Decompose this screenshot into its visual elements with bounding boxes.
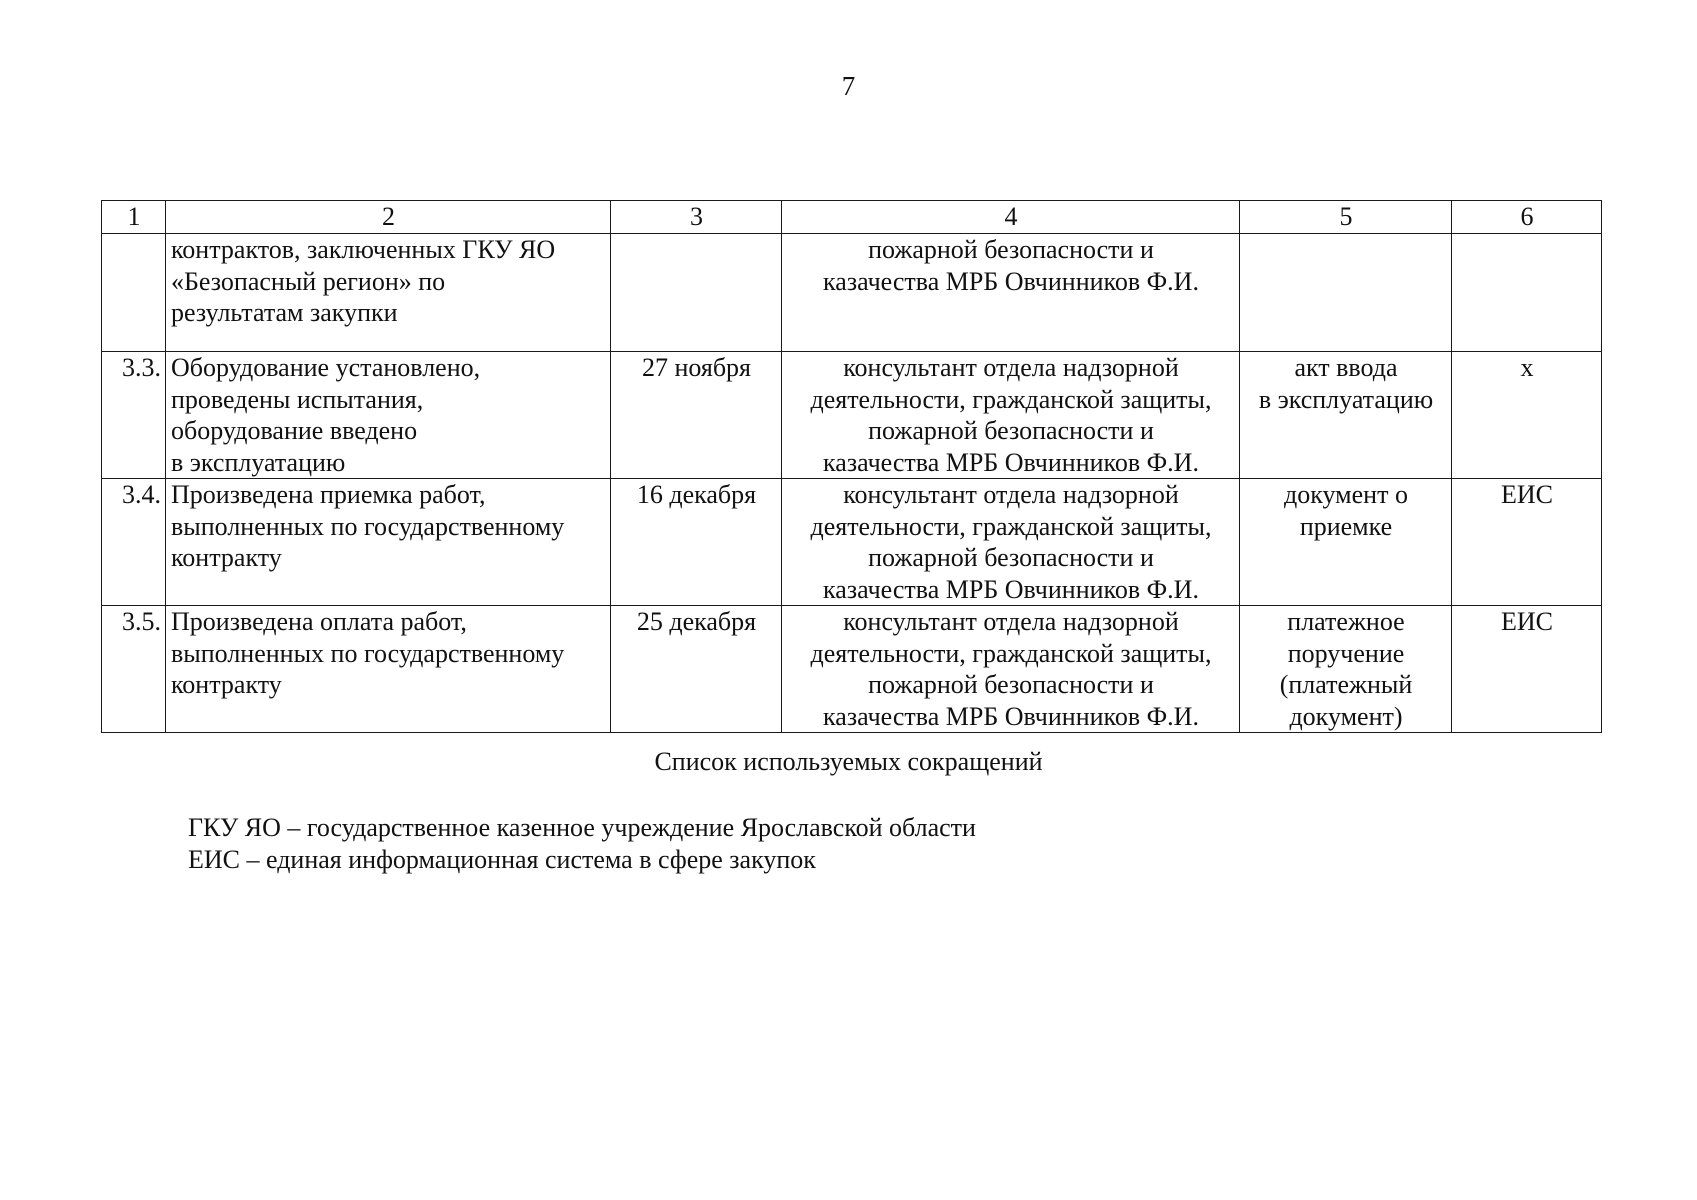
responsible-line: казачества МРБ Овчинников Ф.И. <box>823 266 1199 296</box>
document-cell <box>1240 479 1452 606</box>
document-cell <box>1240 234 1452 352</box>
abbreviations-title: Список используемых сокращений <box>654 747 1043 776</box>
responsible-line: консультант отдела надзорной <box>843 607 1179 636</box>
column-header-6: 6 <box>1452 201 1602 234</box>
date-cell: 27 ноября <box>611 352 782 479</box>
document-line: в эксплуатацию <box>1258 384 1434 414</box>
row-number-cell: 3.3. <box>102 352 166 479</box>
column-header-4: 4 <box>782 201 1240 234</box>
event-line: выполненных по государственному <box>171 511 565 541</box>
responsible-cell <box>782 352 1240 479</box>
row-number-cell <box>102 234 166 352</box>
responsible-line: консультант отдела надзорной <box>843 353 1179 382</box>
event-line: «Безопасный регион» по <box>171 266 446 296</box>
event-line: контрактов, заключенных ГКУ ЯО <box>171 235 556 264</box>
plan-table <box>101 200 1602 733</box>
responsible-line: казачества МРБ Овчинников Ф.И. <box>823 447 1199 477</box>
document-line: документ о <box>1284 480 1408 509</box>
table-header-row <box>102 201 1602 234</box>
table-row <box>102 352 1602 479</box>
responsible-line: пожарной безопасности и <box>868 543 1154 572</box>
responsible-cell <box>782 234 1240 352</box>
document-line: документ) <box>1289 701 1403 731</box>
column-header-1: 1 <box>102 201 166 234</box>
event-line: контракту <box>171 670 282 699</box>
abbreviation-item: ЕИС – единая информационная система в сфере закупок <box>188 845 816 874</box>
info-source-cell <box>1452 234 1602 352</box>
abbreviations-list <box>188 812 976 876</box>
column-header-3: 3 <box>611 201 782 234</box>
column-header-2: 2 <box>166 201 611 234</box>
event-line: оборудование введено <box>171 416 418 445</box>
responsible-line: пожарной безопасности и <box>868 235 1154 264</box>
responsible-cell <box>782 606 1240 733</box>
column-header-5: 5 <box>1240 201 1452 234</box>
date-cell <box>611 234 782 352</box>
event-line: контракту <box>171 543 282 572</box>
info-source-cell: ЕИС <box>1452 606 1602 733</box>
responsible-line: деятельности, гражданской защиты, <box>810 384 1212 414</box>
document-cell <box>1240 352 1452 479</box>
abbreviation-item: ГКУ ЯО – государственное казенное учреждение Ярославской области <box>188 813 976 842</box>
document-line: приемке <box>1299 511 1393 541</box>
row-number-cell: 3.4. <box>102 479 166 606</box>
responsible-line: казачества МРБ Овчинников Ф.И. <box>823 701 1199 731</box>
responsible-line: деятельности, гражданской защиты, <box>810 638 1212 668</box>
event-line: Произведена оплата работ, <box>171 607 467 636</box>
table-row <box>102 479 1602 606</box>
event-line: результатам закупки <box>171 298 398 327</box>
plan-table-body <box>102 201 1602 733</box>
document-line: (платежный <box>1279 670 1413 699</box>
event-line: Произведена приемка работ, <box>171 480 486 509</box>
info-source-cell: х <box>1452 352 1602 479</box>
event-line: выполненных по государственному <box>171 638 565 668</box>
responsible-cell <box>782 479 1240 606</box>
document-cell <box>1240 606 1452 733</box>
info-source-cell: ЕИС <box>1452 479 1602 606</box>
table-row <box>102 234 1602 352</box>
event-line: в эксплуатацию <box>171 447 346 477</box>
responsible-line: пожарной безопасности и <box>868 416 1154 445</box>
responsible-line: консультант отдела надзорной <box>843 480 1179 509</box>
document-line: платежное <box>1287 607 1405 636</box>
document-line: поручение <box>1287 638 1405 668</box>
event-cell <box>166 234 611 352</box>
date-cell: 25 декабря <box>611 606 782 733</box>
event-line: Оборудование установлено, <box>171 353 481 382</box>
event-cell <box>166 352 611 479</box>
table-row <box>102 606 1602 733</box>
document-line: акт ввода <box>1294 353 1398 382</box>
responsible-line: деятельности, гражданской защиты, <box>810 511 1212 541</box>
responsible-line: пожарной безопасности и <box>868 670 1154 699</box>
event-cell <box>166 479 611 606</box>
date-cell: 16 декабря <box>611 479 782 606</box>
row-number-cell: 3.5. <box>102 606 166 733</box>
event-cell <box>166 606 611 733</box>
page-number: 7 <box>841 71 856 101</box>
event-line: проведены испытания, <box>171 384 424 414</box>
responsible-line: казачества МРБ Овчинников Ф.И. <box>823 574 1199 604</box>
